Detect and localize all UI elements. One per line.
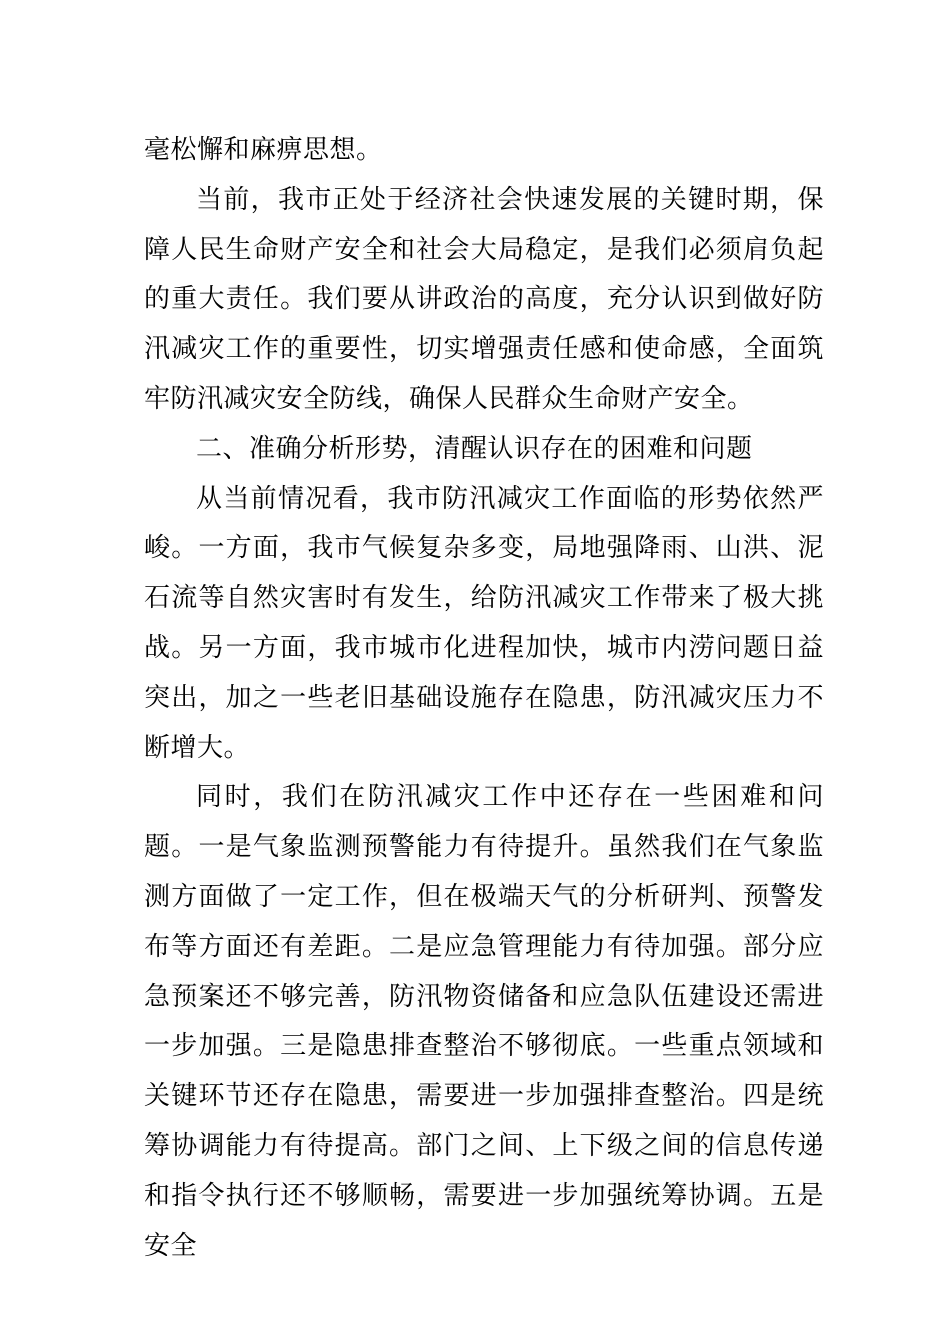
paragraph-continuation: 毫松懈和麻痹思想。 (144, 135, 383, 165)
document-body (144, 126, 824, 1271)
paragraph-situation-analysis: 从当前情况看，我市防汛减灾工作面临的形势依然严峻。一方面，我市气候复杂多变，局地强降雨、山洪、泥石流等自然灾害时有发生，给防汛减灾工作带来了极大挑战。另一方面，我市城市化进程加快，城市内涝问题日益突出，加之一些老旧基础设施存在隐患，防汛减灾压力不断增大。 (144, 483, 824, 763)
section-heading-2: 二、准确分析形势，清醒认识存在的困难和问题 (196, 433, 753, 464)
paragraph-problems: 同时，我们在防汛减灾工作中还存在一些困难和问题。一是气象监测预警能力有待提升。虽然我们在气象监测方面做了一定工作，但在极端天气的分析研判、预警发布等方面还有差距。二是应急管理能力有待加强。部分应急预案还不够完善，防汛物资储备和应急队伍建设还需进一步加强。三是隐患排查整治不够彻底。一些重点领域和关键环节还存在隐患，需要进一步加强排查整治。四是统筹协调能力有待提高。部门之间、上下级之间的信息传递和指令执行还不够顺畅，需要进一步加强统筹协调。五是安全 (144, 782, 824, 1261)
paragraph-current-situation: 当前，我市正处于经济社会快速发展的关键时期，保障人民生命财产安全和社会大局稳定，是我们必须肩负起的重大责任。我们要从讲政治的高度，充分认识到做好防汛减灾工作的重要性，切实增强责任感和使命感，全面筑牢防汛减灾安全防线，确保人民群众生命财产安全。 (144, 184, 824, 414)
